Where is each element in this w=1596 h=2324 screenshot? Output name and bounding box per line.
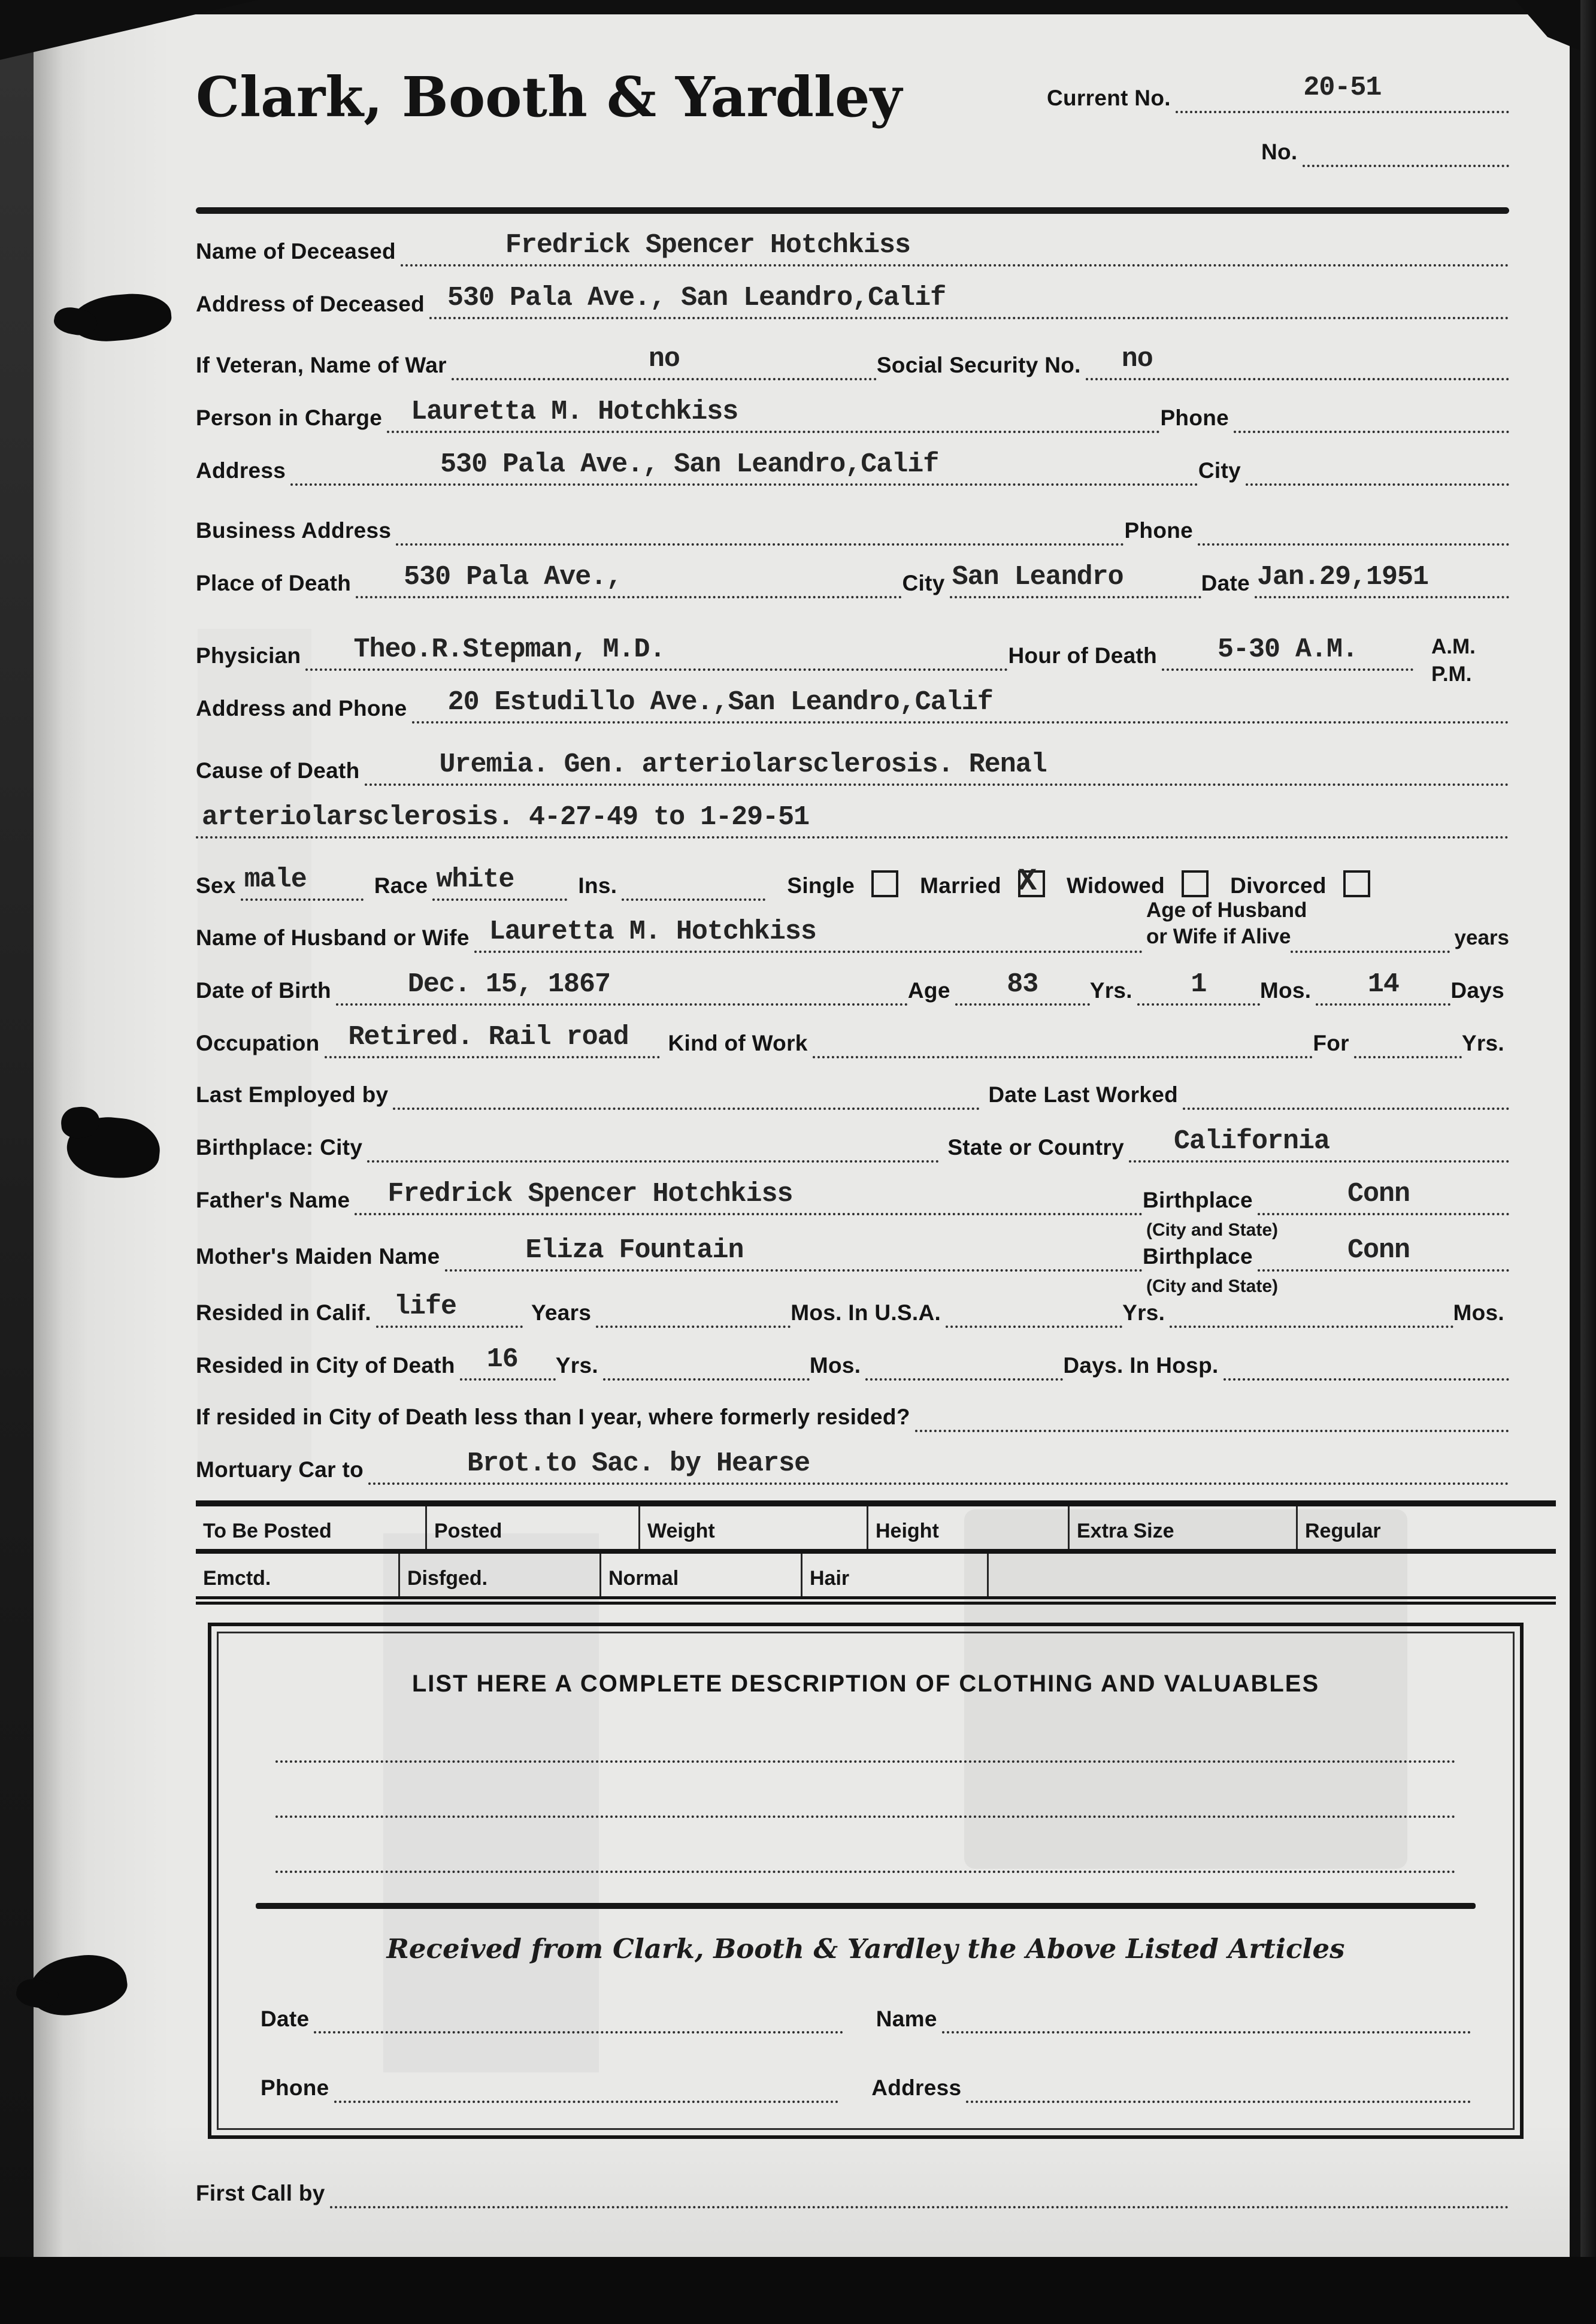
value-mother-birthplace: Conn <box>1347 1234 1410 1266</box>
line-mothers-maiden-name <box>445 1234 1143 1272</box>
label-age: Age <box>907 978 950 1003</box>
label-death-city: City <box>902 571 945 596</box>
line-person-address <box>290 451 1198 486</box>
label-first-call-by: First Call by <box>196 2181 325 2206</box>
cell-emctd: Emctd. <box>196 1554 400 1596</box>
line-mortuary-car-to <box>368 1450 1509 1485</box>
label-race: Race <box>374 873 428 898</box>
label-person-address: Address <box>196 458 286 483</box>
posting-table <box>196 1500 1556 1605</box>
checkbox-divorced <box>1343 870 1370 897</box>
label-state-or-country: State or Country <box>947 1134 1124 1160</box>
cell-to-be-posted: To Be Posted <box>196 1506 427 1549</box>
value-hour-of-death: 5-30 A.M. <box>1217 634 1358 665</box>
label-father-birthplace: Birthplace <box>1143 1187 1253 1212</box>
line-receipt-address <box>966 2093 1471 2103</box>
line-death-city <box>950 564 1201 598</box>
description-line <box>275 1760 1456 1763</box>
label-name-of-deceased: Name of Deceased <box>196 239 396 264</box>
line-city-mos <box>603 1371 810 1381</box>
line-formerly-resided <box>915 1423 1509 1432</box>
current-number-block <box>1047 74 1509 167</box>
label-birthplace-city: Birthplace: City <box>196 1134 363 1160</box>
label-mothers-maiden-name: Mother's Maiden Name <box>196 1243 440 1269</box>
label-for: For <box>1313 1030 1349 1055</box>
label-receipt-address: Address <box>871 2075 962 2101</box>
row-place-of-death <box>196 564 1509 598</box>
no-line <box>1303 158 1509 167</box>
label-physician: Physician <box>196 643 301 668</box>
label-address-of-deceased: Address of Deceased <box>196 292 425 317</box>
label-person-phone: Phone <box>1160 406 1229 431</box>
row-name-of-deceased <box>196 232 1509 267</box>
cell-normal: Normal <box>601 1554 802 1596</box>
scan-right-edge <box>1580 0 1596 2324</box>
label-age-of-husband: Age of Husband <box>1146 898 1307 922</box>
line-receipt-date <box>314 2024 843 2034</box>
line-address-of-deceased <box>429 285 1509 319</box>
note-city-and-state: (City and State) <box>1146 1276 1279 1296</box>
label-person-in-charge: Person in Charge <box>196 406 383 431</box>
current-no-line <box>1176 74 1509 113</box>
row-date-of-birth-age <box>196 971 1509 1006</box>
receipt-date-name-row <box>261 2008 1471 2034</box>
row-fathers-name <box>196 1178 1509 1240</box>
label-years-unit: years <box>1454 925 1509 949</box>
record-card-content <box>196 50 1509 2208</box>
value-social-security-no: no <box>1121 344 1153 374</box>
value-mothers-maiden-name: Eliza Fountain <box>525 1234 744 1266</box>
line-person-city <box>1246 476 1509 486</box>
value-person-in-charge: Lauretta M. Hotchkiss <box>411 397 738 427</box>
label-person-city: City <box>1198 458 1241 483</box>
row-business-address <box>196 512 1509 546</box>
label-widowed: Widowed <box>1066 873 1165 898</box>
label-age-yrs: Yrs. <box>1089 978 1132 1003</box>
no-label: No. <box>1261 140 1298 164</box>
pm-option: P.M. <box>1431 662 1472 686</box>
receipt-statement: Received from Clark, Booth & Yardley the Above Listed Articles <box>386 1932 1345 1965</box>
am-pm-options <box>1413 633 1509 688</box>
value-resided-city-yrs: 16 <box>486 1343 518 1375</box>
line-kind-of-work <box>813 1049 1313 1058</box>
receipt-phone-address-row <box>261 2077 1471 2103</box>
label-place-of-death: Place of Death <box>196 571 352 596</box>
label-receipt-name: Name <box>876 2006 937 2031</box>
line-state-or-country <box>1129 1125 1509 1163</box>
cell-height: Height <box>868 1506 1070 1549</box>
row-occupation <box>196 1021 1509 1058</box>
current-no-label: Current No. <box>1047 86 1171 111</box>
label-days-in-hosp: Days. In Hosp. <box>1063 1352 1219 1378</box>
line-in-hosp <box>1224 1371 1509 1381</box>
line-person-in-charge <box>387 398 1160 433</box>
row-formerly-resided <box>196 1399 1509 1432</box>
line-name-of-deceased <box>401 232 1509 267</box>
row-person-address <box>196 451 1509 486</box>
label-insurance: Ins. <box>578 873 617 898</box>
label-resided-city-of-death: Resided in City of Death <box>196 1352 455 1378</box>
label-husband-or-wife: Name of Husband or Wife <box>196 925 470 950</box>
line-date-last-worked <box>1183 1100 1509 1110</box>
row-physician-address <box>196 689 1509 724</box>
header-rule <box>196 207 1509 214</box>
value-cause-of-death-1: Uremia. Gen. arteriolarsclerosis. Renal <box>439 749 1047 780</box>
line-husband-or-wife <box>474 918 1143 953</box>
line-cause-of-death-1 <box>365 751 1509 786</box>
line-age-if-alive <box>1291 943 1449 953</box>
line-physician-address <box>412 689 1509 724</box>
value-death-city: San Leandro <box>952 562 1123 592</box>
mother-birthplace-block <box>1143 1234 1509 1296</box>
label-business-address: Business Address <box>196 518 392 543</box>
row-veteran-ssn <box>196 346 1509 380</box>
label-usa-yrs: Yrs. <box>1122 1300 1165 1325</box>
value-husband-or-wife: Lauretta M. Hotchkiss <box>489 916 816 947</box>
line-occupation <box>325 1021 660 1058</box>
label-mother-birthplace: Birthplace <box>1143 1243 1253 1269</box>
value-mortuary-car-to: Brot.to Sac. by Hearse <box>467 1448 810 1479</box>
label-kind-of-work: Kind of Work <box>668 1030 808 1055</box>
value-physician-address: 20 Estudillo Ave.,San Leandro,Calif <box>447 687 993 718</box>
line-resided-years <box>596 1318 791 1328</box>
line-age <box>955 971 1090 1006</box>
document-header <box>196 50 1509 196</box>
label-mortuary-car-to: Mortuary Car to <box>196 1457 364 1482</box>
checkbox-single <box>871 870 898 897</box>
line-veteran-war <box>452 346 877 380</box>
label-death-date: Date <box>1201 571 1250 596</box>
value-veteran-war: no <box>648 344 680 374</box>
label-resided-years: Years <box>531 1300 592 1325</box>
label-business-phone: Phone <box>1124 518 1193 543</box>
row-resided-in-calif <box>196 1293 1509 1328</box>
line-mother-birthplace <box>1258 1234 1509 1272</box>
line-sex <box>241 866 364 901</box>
label-veteran-war: If Veteran, Name of War <box>196 353 447 378</box>
value-race: white <box>436 864 514 895</box>
label-or-wife-if-alive: or Wife if Alive <box>1146 924 1291 948</box>
value-physician: Theo.R.Stepman, M.D. <box>353 634 665 665</box>
checkbox-married <box>1017 864 1045 899</box>
line-receipt-phone <box>334 2093 839 2103</box>
value-date-of-birth: Dec. 15, 1867 <box>407 969 610 1000</box>
row-sex-race-marital <box>196 866 1509 901</box>
line-birthplace-city <box>367 1153 939 1163</box>
line-for-yrs <box>1354 1049 1462 1058</box>
line-age-mos <box>1316 971 1450 1006</box>
am-option: A.M. <box>1431 635 1476 658</box>
label-for-yrs-unit: Yrs. <box>1461 1030 1504 1055</box>
value-age-mos: 14 <box>1367 969 1399 1000</box>
label-occupation: Occupation <box>196 1030 320 1055</box>
label-date-last-worked: Date Last Worked <box>988 1082 1178 1107</box>
line-first-call-by <box>330 2199 1509 2208</box>
value-sex: male <box>244 864 307 895</box>
label-age-days: Days <box>1450 978 1504 1003</box>
value-place-of-death: 530 Pala Ave., <box>404 562 622 592</box>
clothing-valuables-box <box>208 1623 1524 2140</box>
row-cause-of-death-continued <box>196 804 1509 839</box>
row-cause-of-death <box>196 751 1509 786</box>
line-business-address <box>396 536 1124 546</box>
row-husband-or-wife <box>196 897 1509 953</box>
value-name-of-deceased: Fredrick Spencer Hotchkiss <box>505 230 910 261</box>
value-resided-calif: life <box>393 1291 456 1322</box>
line-usa-mos <box>1170 1318 1453 1328</box>
cell-disfged: Disfged. <box>400 1554 601 1596</box>
label-usa-mos: Mos. <box>1453 1300 1504 1325</box>
line-place-of-death <box>356 564 902 598</box>
scan-bottom-edge <box>0 2257 1596 2324</box>
label-date-of-birth: Date of Birth <box>196 978 331 1003</box>
receipt-divider-rule <box>256 1903 1476 1909</box>
clothing-valuables-box-inner <box>217 1632 1515 2131</box>
scan-left-edge <box>0 0 34 2324</box>
value-address-of-deceased: 530 Pala Ave., San Leandro,Calif <box>447 283 946 313</box>
value-cause-of-death-2: arteriolarsclerosis. 4-27-49 to 1-29-51 <box>202 802 810 833</box>
line-date-of-birth <box>336 971 908 1006</box>
cell-hair: Hair <box>802 1554 989 1596</box>
label-married: Married <box>920 873 1001 898</box>
cell-regular: Regular <box>1305 1519 1381 1542</box>
row-first-call-by <box>196 2175 1509 2208</box>
row-physician <box>196 616 1509 686</box>
cell-weight: Weight <box>640 1506 868 1549</box>
clothing-box-title: LIST HERE A COMPLETE DESCRIPTION OF CLOTHING AND VALUABLES <box>411 1670 1320 1697</box>
label-formerly-resided: If resided in City of Death less than I year, where formerly resided? <box>196 1404 910 1429</box>
line-hour-of-death <box>1162 636 1413 671</box>
line-usa-yrs <box>946 1318 1122 1328</box>
row-birthplace <box>196 1125 1509 1163</box>
cell-posted: Posted <box>427 1506 640 1549</box>
label-city-yrs: Yrs. <box>555 1352 598 1378</box>
label-mos-in-usa: Mos. In U.S.A. <box>791 1300 941 1325</box>
row-mothers-maiden-name <box>196 1234 1509 1296</box>
description-line <box>275 1815 1456 1818</box>
marital-status-group <box>765 864 1370 901</box>
value-state-or-country: California <box>1174 1125 1330 1157</box>
label-receipt-date: Date <box>261 2006 310 2031</box>
label-last-employed-by: Last Employed by <box>196 1082 389 1107</box>
row-last-employed <box>196 1076 1509 1110</box>
value-death-date: Jan.29,1951 <box>1257 562 1429 592</box>
label-cause-of-death: Cause of Death <box>196 758 360 783</box>
line-business-phone <box>1198 536 1509 546</box>
age-if-alive-block <box>1143 897 1509 953</box>
line-resided-city-yrs <box>460 1343 556 1381</box>
label-hour-of-death: Hour of Death <box>1008 643 1157 668</box>
line-city-days <box>865 1371 1063 1381</box>
note-city-and-state: (City and State) <box>1146 1220 1279 1240</box>
label-physician-address: Address and Phone <box>196 696 407 721</box>
company-name: Clark, Booth & Yardley <box>196 65 902 129</box>
line-person-phone <box>1234 423 1509 433</box>
label-city-mos: Mos. <box>809 1352 861 1378</box>
value-occupation: Retired. Rail road <box>348 1021 629 1052</box>
father-birthplace-block <box>1143 1178 1509 1240</box>
value-fathers-name: Fredrick Spencer Hotchkiss <box>387 1178 793 1209</box>
description-line <box>275 1871 1456 1873</box>
no-row <box>1047 141 1509 167</box>
line-race <box>432 866 567 901</box>
label-age-mos: Mos. <box>1259 978 1312 1003</box>
checkbox-widowed <box>1182 870 1209 897</box>
line-father-birthplace <box>1258 1178 1509 1215</box>
row-resided-in-city-of-death <box>196 1343 1509 1381</box>
line-receipt-name <box>942 2024 1471 2034</box>
label-fathers-name: Father's Name <box>196 1187 350 1212</box>
value-father-birthplace: Conn <box>1347 1178 1410 1209</box>
value-age-yrs: 1 <box>1191 969 1207 1000</box>
row-person-in-charge <box>196 398 1509 433</box>
label-receipt-phone: Phone <box>261 2075 329 2101</box>
line-last-employed-by <box>393 1100 980 1110</box>
line-resided-calif <box>376 1293 523 1328</box>
posting-table-row-2 <box>196 1554 1556 1596</box>
label-resided-in-calif: Resided in Calif. <box>196 1300 371 1325</box>
row-mortuary-car-to <box>196 1450 1509 1485</box>
line-cause-of-death-2 <box>196 804 1509 839</box>
cell-blank <box>989 1554 1556 1596</box>
value-age: 83 <box>1007 969 1038 1000</box>
posting-table-row-1 <box>196 1506 1556 1554</box>
line-social-security-no <box>1086 346 1509 380</box>
label-sex: Sex <box>196 873 236 898</box>
row-address-of-deceased <box>196 285 1509 319</box>
line-death-date <box>1255 564 1509 598</box>
line-age-yrs <box>1137 971 1260 1006</box>
label-social-security-no: Social Security No. <box>876 353 1081 378</box>
line-physician <box>305 636 1008 671</box>
age-if-alive-line <box>1143 924 1509 953</box>
current-no-value: 20-51 <box>1303 72 1382 103</box>
label-single: Single <box>787 873 855 898</box>
cell-extra-size: Extra Size <box>1070 1506 1298 1549</box>
value-person-address: 530 Pala Ave., San Leandro,Calif <box>440 449 939 480</box>
current-no-row <box>1047 74 1509 113</box>
line-fathers-name <box>355 1178 1143 1215</box>
married-check-mark: X <box>1017 864 1037 899</box>
label-divorced: Divorced <box>1230 873 1327 898</box>
